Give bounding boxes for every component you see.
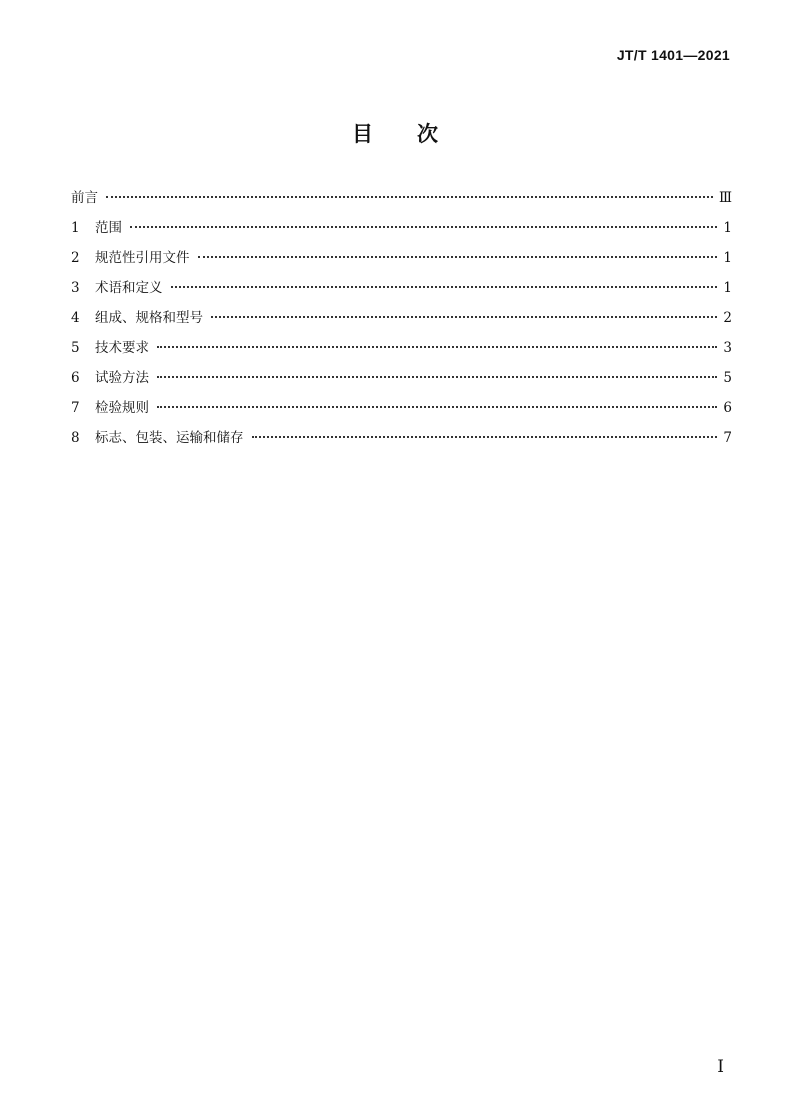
toc-entry-number: 7 bbox=[71, 400, 80, 416]
toc-entry-6[interactable] bbox=[71, 366, 732, 396]
toc-leader-dots bbox=[171, 286, 718, 288]
toc-entry-page: 3 bbox=[723, 340, 732, 356]
toc-entry-page: 7 bbox=[723, 430, 732, 446]
toc-entry-page: 1 bbox=[723, 280, 732, 296]
toc-entry-8[interactable] bbox=[71, 426, 732, 456]
page-number: I bbox=[717, 1057, 724, 1077]
toc-entry-number: 8 bbox=[71, 430, 80, 446]
table-of-contents bbox=[71, 186, 732, 456]
toc-entry-label: 规范性引用文件 bbox=[95, 250, 190, 266]
toc-leader-dots bbox=[252, 436, 718, 438]
toc-entry-1[interactable] bbox=[71, 216, 732, 246]
toc-entry-preface[interactable] bbox=[71, 186, 732, 216]
toc-entry-label: 组成、规格和型号 bbox=[95, 310, 203, 326]
toc-entry-label: 术语和定义 bbox=[95, 280, 163, 296]
toc-leader-dots bbox=[106, 196, 713, 198]
toc-entry-number: 2 bbox=[71, 250, 80, 266]
toc-entry-2[interactable] bbox=[71, 246, 732, 276]
toc-entry-page: 5 bbox=[723, 370, 732, 386]
toc-entry-number: 5 bbox=[71, 340, 80, 356]
toc-entry-7[interactable] bbox=[71, 396, 732, 426]
toc-entry-4[interactable] bbox=[71, 306, 732, 336]
toc-entry-number: 1 bbox=[71, 220, 80, 236]
toc-entry-page: 1 bbox=[723, 250, 732, 266]
toc-leader-dots bbox=[157, 406, 717, 408]
toc-leader-dots bbox=[130, 226, 717, 228]
toc-entry-label: 试验方法 bbox=[95, 370, 149, 386]
toc-entry-label: 范围 bbox=[95, 220, 122, 236]
toc-entry-label: 标志、包装、运输和储存 bbox=[95, 430, 244, 446]
toc-entry-label: 技术要求 bbox=[95, 340, 149, 356]
toc-entry-number: 6 bbox=[71, 370, 80, 386]
toc-entry-number: 3 bbox=[71, 280, 80, 296]
toc-entry-number: 4 bbox=[71, 310, 80, 326]
toc-entry-page: Ⅲ bbox=[718, 190, 732, 206]
toc-entry-page: 6 bbox=[723, 400, 732, 416]
toc-leader-dots bbox=[211, 316, 717, 318]
toc-leader-dots bbox=[157, 346, 717, 348]
toc-entry-5[interactable] bbox=[71, 336, 732, 366]
toc-leader-dots bbox=[157, 376, 717, 378]
toc-leader-dots bbox=[198, 256, 718, 258]
standard-number: JT/T 1401—2021 bbox=[616, 47, 730, 63]
toc-entry-page: 2 bbox=[723, 310, 732, 326]
toc-entry-3[interactable] bbox=[71, 276, 732, 306]
page-title: 目次 bbox=[352, 122, 482, 146]
toc-entry-label: 前言 bbox=[71, 190, 98, 206]
toc-entry-label: 检验规则 bbox=[95, 400, 149, 416]
toc-entry-page: 1 bbox=[723, 220, 732, 236]
